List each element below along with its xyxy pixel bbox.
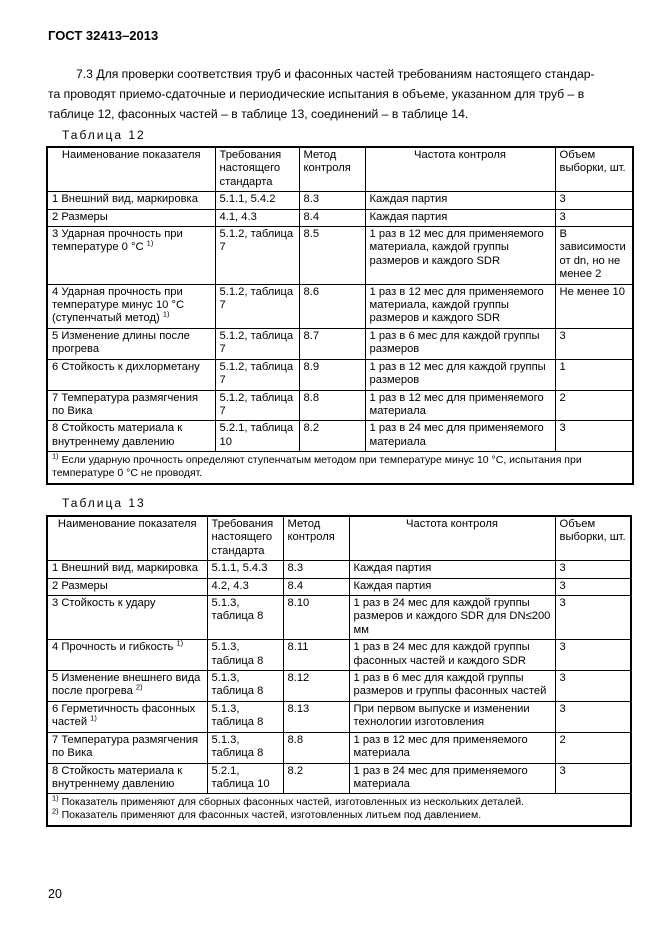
method-cell: 8.3 bbox=[299, 192, 365, 209]
indicator-cell: 6 Герметичность фасонных частей $^{1)}$ bbox=[47, 701, 207, 732]
method-cell: 8.8 bbox=[283, 732, 349, 763]
table-row bbox=[47, 701, 631, 732]
header-name: Наименование показателя bbox=[47, 516, 207, 561]
requirements-cell: 4.1, 4.3 bbox=[215, 209, 299, 226]
method-cell: 8.13 bbox=[283, 701, 349, 732]
sample-size-cell: Не менее 10 bbox=[555, 284, 633, 328]
table-12 bbox=[46, 146, 634, 485]
table-row bbox=[47, 640, 631, 671]
indicator-cell: 8 Стойкость материала к внутреннему давлению bbox=[47, 421, 215, 452]
method-cell: 8.8 bbox=[299, 390, 365, 421]
requirements-cell: 5.1.1, 5.4.3 bbox=[207, 561, 283, 578]
table-12-caption: Таблица 12 bbox=[62, 128, 146, 142]
indicator-cell: 7 Температура размягчения по Вика bbox=[47, 390, 215, 421]
frequency-cell: 1 раз в 12 мес для применяемого материала bbox=[349, 732, 555, 763]
indicator-cell: 3 Ударная прочность при температуре 0 °С $^{1)}$ bbox=[47, 227, 215, 285]
requirements-cell: 5.1.3, таблица 8 bbox=[207, 701, 283, 732]
requirements-cell: 5.1.2, таблица 7 bbox=[215, 390, 299, 421]
table-13-caption: Таблица 13 bbox=[62, 496, 146, 510]
table-footnote-row bbox=[47, 452, 633, 485]
indicator-cell: 1 Внешний вид, маркировка bbox=[47, 192, 215, 209]
method-cell: 8.12 bbox=[283, 671, 349, 702]
header-method: Метод контроля bbox=[299, 147, 365, 192]
indicator-cell: 2 Размеры bbox=[47, 578, 207, 595]
footnote-marker: 1) bbox=[162, 309, 170, 319]
section-7-3-paragraph bbox=[48, 64, 616, 124]
footnote-marker: 1) bbox=[90, 713, 97, 723]
indicator-cell: 5 Изменение внешнего вида после прогрева $^{2)}$ bbox=[47, 671, 207, 702]
frequency-cell: 1 раз в 24 мес для применяемого материала bbox=[349, 763, 555, 794]
table-13-footnote-2: $^{2)}$ Показатель применяют для фасонных частей, изготовленных литьем под давлением. bbox=[52, 806, 482, 822]
requirements-cell: 5.1.3, таблица 8 bbox=[207, 732, 283, 763]
page-number: 20 bbox=[48, 887, 62, 901]
footnote-marker: 1) bbox=[146, 238, 154, 248]
table-12-footnote: $^{1)}$ Если ударную прочность определяют ступенчатым методом при температуре минус 10 °С, испытания при температуре 0 °С не проводят. bbox=[47, 452, 633, 485]
footnote-marker: 2) bbox=[135, 682, 143, 692]
method-cell: 8.10 bbox=[283, 596, 349, 640]
paragraph-line-2: та проводят приемо-сдаточные и периодические испытания в объеме, указанном для труб – в bbox=[48, 87, 585, 101]
frequency-cell: 1 раз в 12 мес для применяемого материала bbox=[365, 390, 555, 421]
method-cell: 8.3 bbox=[283, 561, 349, 578]
requirements-cell: 5.1.2, таблица 7 bbox=[215, 284, 299, 328]
header-sample-size: Объем выборки, шт. bbox=[555, 147, 633, 192]
method-cell: 8.9 bbox=[299, 359, 365, 390]
table-13 bbox=[46, 515, 632, 827]
sample-size-cell: 2 bbox=[555, 390, 633, 421]
table-row bbox=[47, 421, 633, 452]
sample-size-cell: 3 bbox=[555, 561, 631, 578]
table-row bbox=[47, 192, 633, 209]
table-row bbox=[47, 284, 633, 328]
requirements-cell: 5.1.3, таблица 8 bbox=[207, 640, 283, 671]
requirements-cell: 5.2.1, таблица 10 bbox=[215, 421, 299, 452]
sample-size-cell: 3 bbox=[555, 421, 633, 452]
method-cell: 8.7 bbox=[299, 328, 365, 359]
sample-size-cell: 2 bbox=[555, 732, 631, 763]
table-footnote-row bbox=[47, 794, 631, 827]
method-cell: 8.11 bbox=[283, 640, 349, 671]
frequency-cell: При первом выпуске и изменении технологии изготовления bbox=[349, 701, 555, 732]
table-row bbox=[47, 209, 633, 226]
frequency-cell: Каждая партия bbox=[349, 561, 555, 578]
sample-size-cell: 3 bbox=[555, 640, 631, 671]
paragraph-line-3: таблице 12, фасонных частей – в таблице 13, соединений – в таблице 14. bbox=[48, 107, 469, 121]
paragraph-line-1: 7.3 Для проверки соответствия труб и фасонных частей требованиям настоящего стандар- bbox=[76, 67, 595, 81]
sample-size-cell: 3 bbox=[555, 328, 633, 359]
sample-size-cell: 1 bbox=[555, 359, 633, 390]
frequency-cell: 1 раз в 6 мес для каждой группы размеров bbox=[365, 328, 555, 359]
frequency-cell: 1 раз в 12 мес для каждой группы размеров bbox=[365, 359, 555, 390]
method-cell: 8.2 bbox=[299, 421, 365, 452]
requirements-cell: 5.2.1, таблица 10 bbox=[207, 763, 283, 794]
frequency-cell: 1 раз в 24 мес для каждой группы размеров и каждого SDR для DN≤200 мм bbox=[349, 596, 555, 640]
method-cell: 8.5 bbox=[299, 227, 365, 285]
header-name: Наименование показателя bbox=[47, 147, 215, 192]
header-requirements: Требования настоящего стандарта bbox=[207, 516, 283, 561]
indicator-cell: 3 Стойкость к удару bbox=[47, 596, 207, 640]
indicator-cell: 6 Стойкость к дихлорметану bbox=[47, 359, 215, 390]
table-row bbox=[47, 328, 633, 359]
table-row bbox=[47, 390, 633, 421]
header-frequency: Частота контроля bbox=[365, 147, 555, 192]
sample-size-cell: 3 bbox=[555, 701, 631, 732]
frequency-cell: Каждая партия bbox=[349, 578, 555, 595]
table-row bbox=[47, 227, 633, 285]
frequency-cell: 1 раз в 12 мес для применяемого материала, каждой группы размеров и каждого SDR bbox=[365, 227, 555, 285]
sample-size-cell: 3 bbox=[555, 763, 631, 794]
method-cell: 8.4 bbox=[299, 209, 365, 226]
requirements-cell: 4.2, 4.3 bbox=[207, 578, 283, 595]
requirements-cell: 5.1.3, таблица 8 bbox=[207, 596, 283, 640]
frequency-cell: 1 раз в 6 мес для каждой группы размеров и группы фасонных частей bbox=[349, 671, 555, 702]
document-header: ГОСТ 32413–2013 bbox=[48, 28, 159, 43]
table-row bbox=[47, 763, 631, 794]
frequency-cell: 1 раз в 12 мес для применяемого материала, каждой группы размеров и каждого SDR bbox=[365, 284, 555, 328]
method-cell: 8.2 bbox=[283, 763, 349, 794]
method-cell: 8.6 bbox=[299, 284, 365, 328]
table-row bbox=[47, 596, 631, 640]
sample-size-cell: В зависимости от dn, но не менее 2 bbox=[555, 227, 633, 285]
header-sample-size: Объем выборки, шт. bbox=[555, 516, 631, 561]
sample-size-cell: 3 bbox=[555, 671, 631, 702]
header-requirements: Требования настоящего стандарта bbox=[215, 147, 299, 192]
requirements-cell: 5.1.1, 5.4.2 bbox=[215, 192, 299, 209]
footnote-marker: 1) bbox=[176, 638, 184, 648]
table-header-row bbox=[47, 516, 631, 561]
requirements-cell: 5.1.2, таблица 7 bbox=[215, 227, 299, 285]
sample-size-cell: 3 bbox=[555, 192, 633, 209]
table-13-footnotes bbox=[47, 794, 631, 827]
indicator-cell: 7 Температура размягчения по Вика bbox=[47, 732, 207, 763]
indicator-cell: 8 Стойкость материала к внутреннему давлению bbox=[47, 763, 207, 794]
frequency-cell: 1 раз в 24 мес для применяемого материала bbox=[365, 421, 555, 452]
indicator-cell: 5 Изменение длины после прогрева bbox=[47, 328, 215, 359]
frequency-cell: Каждая партия bbox=[365, 209, 555, 226]
sample-size-cell: 3 bbox=[555, 596, 631, 640]
table-13-footnote-1: $^{1)}$ Показатель применяют для сборных фасонных частей, изготовленных из нескольких деталей. bbox=[52, 793, 525, 809]
indicator-cell: 4 Ударная прочность при температуре минус 10 °С (ступенчатый метод) $^{1)}$ bbox=[47, 284, 215, 328]
table-row bbox=[47, 561, 631, 578]
table-row bbox=[47, 578, 631, 595]
indicator-cell: 4 Прочность и гибкость $^{1)}$ bbox=[47, 640, 207, 671]
sample-size-cell: 3 bbox=[555, 578, 631, 595]
requirements-cell: 5.1.2, таблица 7 bbox=[215, 328, 299, 359]
header-method: Метод контроля bbox=[283, 516, 349, 561]
requirements-cell: 5.1.3, таблица 8 bbox=[207, 671, 283, 702]
table-row bbox=[47, 671, 631, 702]
indicator-cell: 2 Размеры bbox=[47, 209, 215, 226]
table-row bbox=[47, 732, 631, 763]
frequency-cell: Каждая партия bbox=[365, 192, 555, 209]
frequency-cell: 1 раз в 24 мес для каждой группы фасонных частей и каждого SDR bbox=[349, 640, 555, 671]
table-row bbox=[47, 359, 633, 390]
header-frequency: Частота контроля bbox=[349, 516, 555, 561]
sample-size-cell: 3 bbox=[555, 209, 633, 226]
indicator-cell: 1 Внешний вид, маркировка bbox=[47, 561, 207, 578]
requirements-cell: 5.1.2, таблица 7 bbox=[215, 359, 299, 390]
method-cell: 8.4 bbox=[283, 578, 349, 595]
table-header-row bbox=[47, 147, 633, 192]
